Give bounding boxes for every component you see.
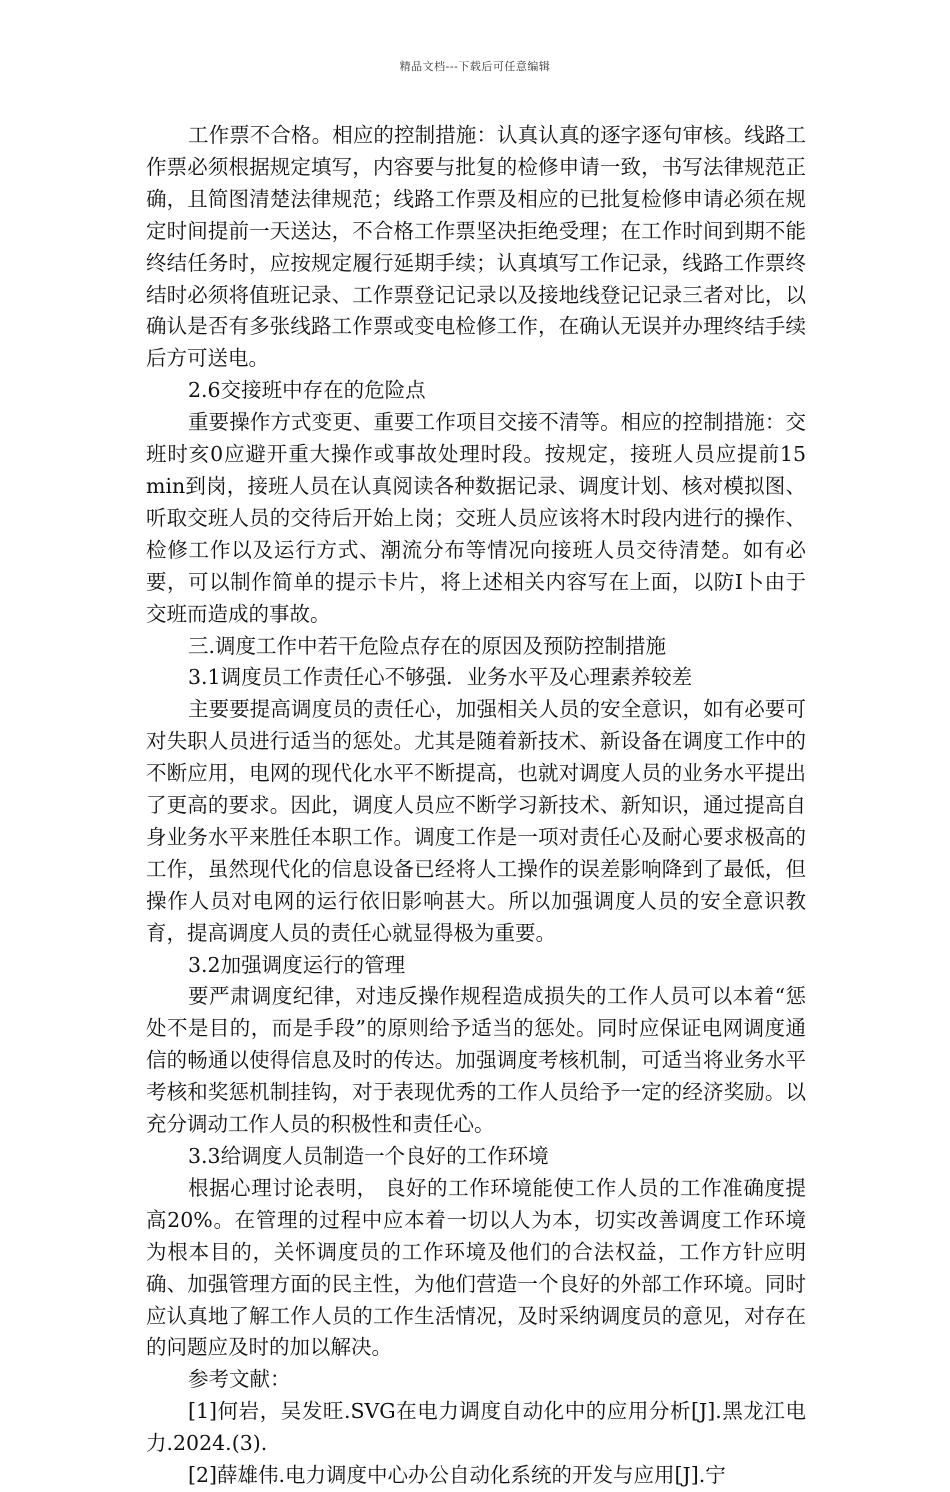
heading-3-3: 3.3给调度人员制造一个良好的工作环境: [188, 1144, 549, 1168]
document-body: [146, 120, 806, 1492]
reference-1: [1]何岩，吴发旺.SVG在电力调度自动化中的应用分析[J].黑龙江电力.2024.(3).: [146, 1399, 806, 1456]
paragraph-responsibility: 主要要提高调度员的责任心，加强相关人员的安全意识，如有必要可对失职人员进行适当的惩处。尤其是随着新技术、新设备在调度工作中的不断应用，电网的现代化水平不断提高，也就对调度人员的业务水平提出了更高的要求。因此，调度人员应不断学习新技术、新知识，通过提高自身业务水平来胜任本职工作。调度工作是一项对责任心及耐心要求极高的工作，虽然现代化的信息设备已经将人工操作的误差影响降到了最低，但操作人员对电网的运行依旧影响甚大。所以加强调度人员的安全意识教育，提高调度人员的责任心就显得极为重要。: [146, 697, 806, 945]
paragraph-environment: 根据心理讨论表明， 良好的工作环境能使工作人员的工作准确度提高20%。在管理的过程中应本着一切以人为本，切实改善调度工作环境为根本目的，关怀调度员的工作环境及他们的合法权益，工作方针应明确、加强管理方面的民主性，为他们营造一个良好的外部工作环境。同时应认真地了解工作人员的工作生活情况，及时采纳调度员的意见，对存在的问题应及时的加以解决。: [146, 1175, 806, 1360]
paragraph-management: 要严肃调度纪律，对违反操作规程造成损失的工作人员可以本着“惩处不是目的，而是手段”的原则给予适当的惩处。同时应保证电网调度通信的畅通以使得信息及时的传达。加强调度考核机制，可适当将业务水平考核和奖惩机制挂钩，对于表现优秀的工作人员给予一定的经济奖励。以充分调动工作人员的积极性和责任心。: [146, 984, 806, 1137]
paragraph-shift-handover: 重要操作方式变更、重要工作项目交接不清等。相应的控制措施：交班时亥0应避开重大操作或事故处理时段。按规定，接班人员应提前15 min到岗，接班人员在认真阅读各种数据记录、调度计划、核对模拟图、听取交班人员的交待后开始上岗；交班人员应该将木时段内进行的操作、检修工作以及运行方式、潮流分布等情况向接班人员交待清楚。如有必要，可以制作简单的提示卡片，将上述相关内容写在上面，以防I卜由于交班而造成的事故。: [146, 410, 806, 626]
page-header: 精品文档---下载后可任意编辑: [399, 60, 551, 73]
heading-3: 三.调度工作中若干危险点存在的原因及预防控制措施: [188, 633, 667, 658]
heading-3-1: 3.1调度员工作责任心不够强．业务水平及心理素养较差: [188, 665, 693, 690]
heading-3-2: 3.2加强调度运行的管理: [188, 952, 406, 977]
reference-2: [2]薛雄伟.电力调度中心办公自动化系统的开发与应用[J].宁: [188, 1463, 726, 1488]
references-heading: 参考文献：: [188, 1367, 291, 1392]
paragraph-work-ticket: 工作票不合格。相应的控制措施：认真认真的逐字逐句审核。线路工作票必须根据规定填写，内容要与批复的检修申请一致，书写法律规范正确，且简图清楚法律规范；线路工作票及相应的已批复检修申请必须在规定时间提前一天送达，不合格工作票坚决拒绝受理；在工作时间到期不能终结任务时，应按规定履行延期手续；认真填写工作记录，线路工作票终结时必须将值班记录、工作票登记记录以及接地线登记记录三者对比，以确认是否有多张线路工作票或变电检修工作，在确认无误并办理终结手续后方可送电。: [146, 123, 806, 371]
heading-2-6: 2.6交接班中存在的危险点: [188, 378, 426, 403]
